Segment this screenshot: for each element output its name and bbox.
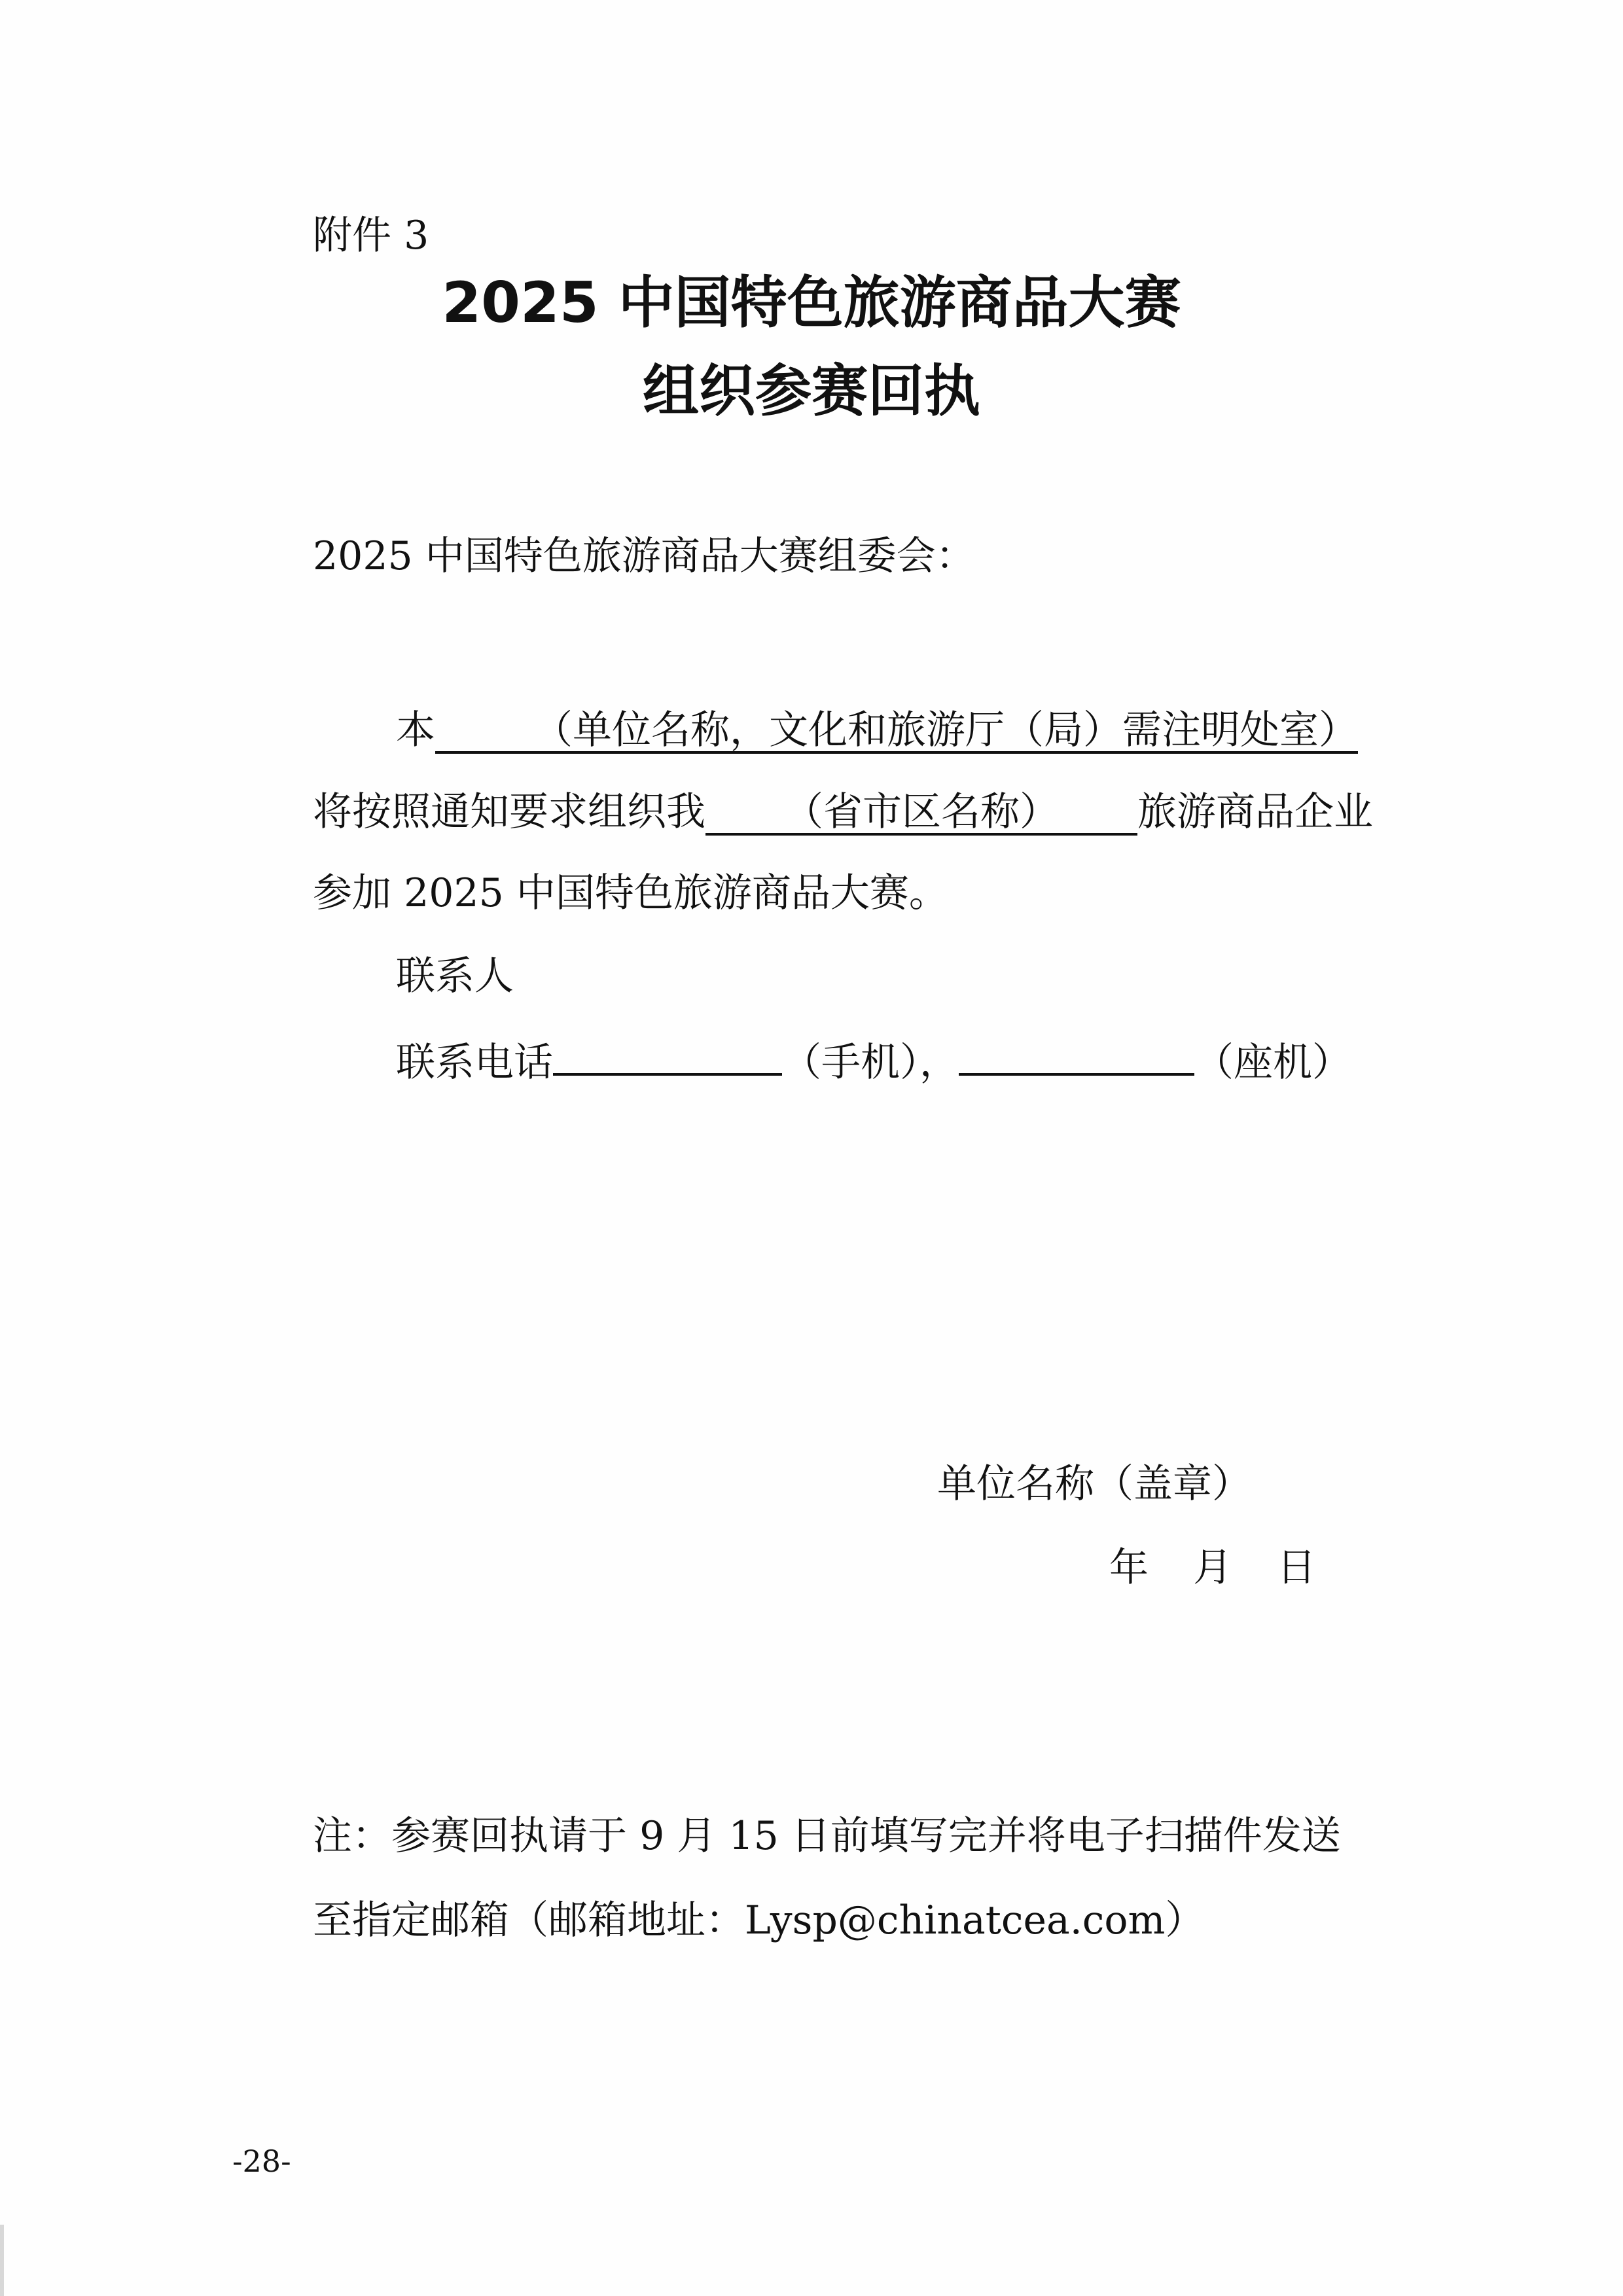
mobile-note: （手机）， (782, 1040, 959, 1086)
page-number: -28- (232, 2144, 291, 2179)
date-year: 年 (1109, 1545, 1149, 1591)
signature-date-row (1109, 1545, 1316, 1591)
salutation: 2025 中国特色旅游商品大赛组委会： (313, 533, 975, 579)
body-paragraph-2 (313, 789, 1373, 836)
landline-blank (959, 1039, 1194, 1076)
note-line-2: 至指定邮箱（邮箱地址：Lysp@chinatcea.com） (313, 1898, 1205, 1943)
signature-org-label: 单位名称（盖章） (937, 1461, 1251, 1507)
contact-person-label: 联系人 (396, 953, 514, 999)
region-name-field (705, 789, 1137, 836)
body-p1-prefix: 本 (396, 707, 435, 753)
date-month: 月 (1193, 1545, 1232, 1591)
date-day: 日 (1277, 1545, 1316, 1591)
body-p2-prefix: 将按照通知要求组织我 (313, 789, 705, 835)
title-line-1: 2025 中国特色旅游商品大赛 (442, 270, 1181, 336)
body-p2-suffix: 旅游商品企业 (1137, 789, 1373, 835)
title-line-2: 组织参赛回执 (643, 359, 980, 424)
mobile-blank (553, 1039, 782, 1076)
attachment-label: 附件 3 (313, 213, 429, 258)
note-line-1: 注：参赛回执请于 9 月 15 日前填写完并将电子扫描件发送 (313, 1813, 1341, 1859)
scan-edge-mark (0, 2225, 4, 2296)
region-name-hint: （省市区名称） (784, 789, 1059, 835)
body-paragraph-1 (396, 707, 1358, 754)
contact-phone-row (396, 1039, 1351, 1086)
body-paragraph-3: 参加 2025 中国特色旅游商品大赛。 (313, 870, 948, 916)
unit-name-hint: （单位名称，文化和旅游厅（局）需注明处室） (533, 707, 1358, 753)
landline-note: （座机） (1194, 1040, 1351, 1086)
contact-phone-label: 联系电话 (396, 1040, 553, 1086)
unit-name-field (435, 707, 1358, 754)
